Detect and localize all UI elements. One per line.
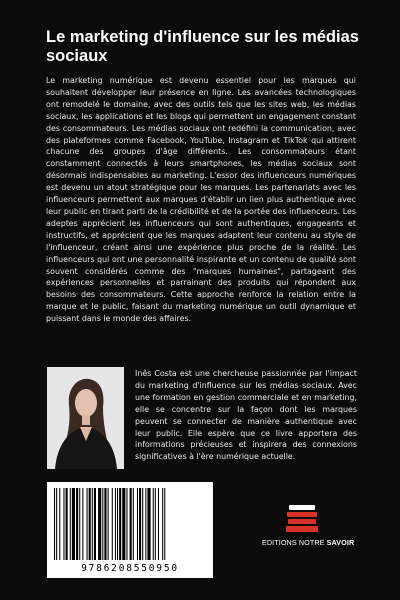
barcode-bar [112, 488, 113, 560]
barcode-bars [52, 488, 208, 562]
barcode-bar [119, 488, 121, 560]
author-portrait-icon [47, 367, 124, 469]
barcode-bar [158, 488, 159, 560]
barcode-bar [87, 488, 88, 560]
barcode-bar [72, 488, 75, 560]
barcode-bar [155, 488, 156, 560]
barcode-bar [56, 488, 57, 560]
publisher-prefix: EDITIONS NOTRE [262, 538, 325, 547]
barcode-bar [82, 488, 83, 560]
barcode-bar [98, 488, 101, 560]
barcode-bar [92, 488, 93, 560]
barcode-bar [122, 488, 125, 560]
barcode-bar [66, 488, 68, 560]
isbn-number: 9786208550950 [81, 563, 179, 574]
barcode-bar [145, 488, 146, 560]
barcode-bar [130, 488, 132, 560]
barcode-bar [162, 488, 163, 560]
barcode-bar [142, 488, 143, 560]
barcode-bar [79, 488, 80, 560]
barcode-bar [108, 488, 109, 560]
isbn-barcode [47, 482, 213, 578]
author-bio: Inês Costa est une chercheuse passionnée par l'impact du marketing d'influence sur les médias sociaux. Avec une formation en gestion commerciale et en marketing, elle se concentre sur la façon dont les marques peuvent se connecter de manière authentique avec leur public. Elle espère que ce livre apportera des informations précieuses et inspirera des connexions significatives à l'ère numérique actuelle. [135, 369, 357, 462]
publisher-name [262, 538, 355, 547]
barcode-bar [117, 488, 118, 560]
book-title: Le marketing d'influence sur les médias sociaux [46, 28, 359, 65]
barcode-bar [76, 488, 78, 560]
barcode-bar [164, 488, 165, 560]
barcode-bar [104, 488, 106, 560]
barcode-bar [59, 488, 60, 560]
barcode-bar [94, 488, 96, 560]
barcode-bar [126, 488, 127, 560]
book-description: Le marketing numérique est devenu essentiel pour les marques qui souhaitent développer leur présence en ligne. Les avancées technologiques ont remodelé le domaine, avec des outils tels que les sites web, les médias sociaux, les applications et les blogs qui permettent un engagement constant des consommateurs. Les médias sociaux ont redéfini la communication, avec des plateformes comme Facebook, YouTube, Instagram et TikTok qui attirent chacune des groupes d'âge différents. Les consommateurs étant constamment connectés à leurs smartphones, les médias sociaux sont désormais indispensables au marketing. L'essor des influenceurs numériques est devenu un atout stratégique pour les marques. Les partenariats avec les influenceurs permettent aux marques d'établir un lien plus authentique avec leur public en tirant parti de la crédibilité et de la portée des influenceurs. Les adeptes apprécient les influenceurs qui sont authentiques, engageants et instructifs, et apprécient que les marques adaptent leur contenu au style de l'influenceur, créant ainsi une expérience plus proche de la réalité. Les influenceurs qui ont une personnalité inspirante et un contenu de qualité sont souvent considérés comme des "marques humaines", partageant des expériences personnelles et parrainant des produits qui répondent aux besoins des consommateurs. Cette approche renforce la relation entre la marque et le public, faisant du marketing numérique un outil dynamique et puissant dans le monde des affaires. [46, 76, 356, 324]
barcode-bar [137, 488, 138, 560]
barcode-bar [139, 488, 141, 560]
author-photo [47, 367, 124, 469]
barcode-bar [70, 488, 71, 560]
barcode-bar [102, 488, 103, 560]
barcode-bar [54, 488, 55, 560]
barcode-bar [89, 488, 91, 560]
barcode-bar [63, 488, 64, 560]
barcode-bar [115, 488, 116, 560]
stacked-books-logo-icon [285, 503, 319, 535]
barcode-bar [147, 488, 150, 560]
barcode-bar [153, 488, 154, 560]
publisher-logo [262, 503, 355, 563]
barcode-bar [133, 488, 134, 560]
publisher-suffix: SAVOIR [326, 538, 355, 547]
